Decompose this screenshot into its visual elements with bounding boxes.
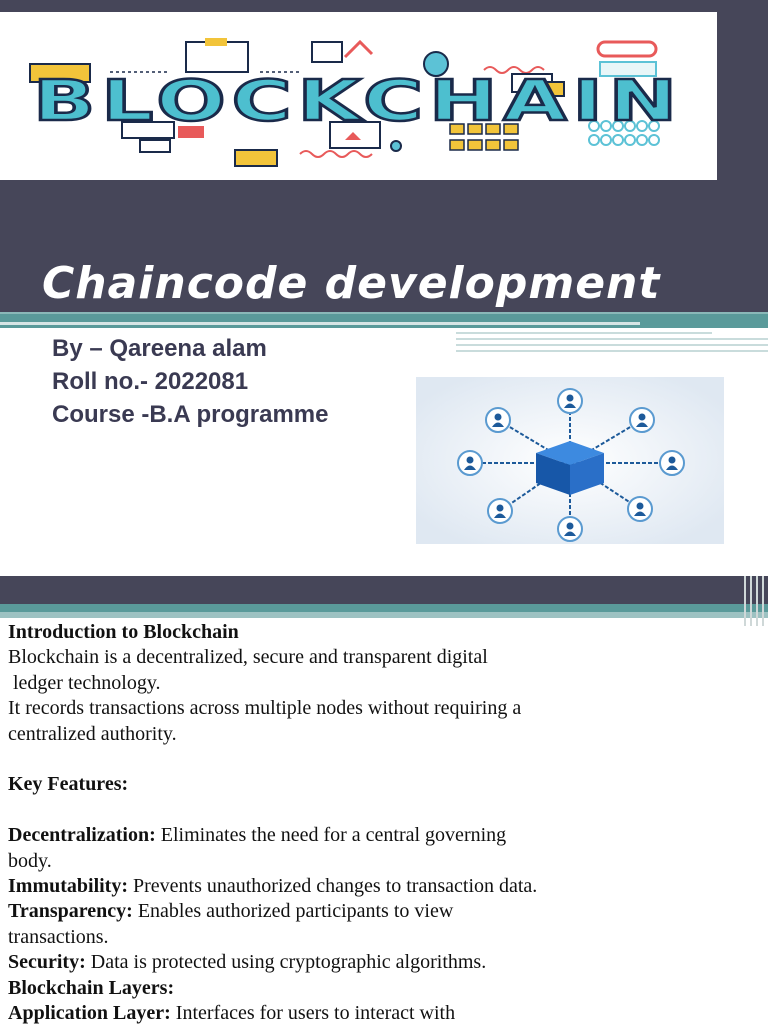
- roll-number-line: Roll no.- 2022081: [52, 368, 249, 395]
- layer-description: Interfaces for users to interact with: [170, 1002, 456, 1025]
- feature-item: [8, 899, 758, 924]
- section-heading: Introduction to Blockchain: [8, 621, 239, 643]
- author-line: By – Qareena alam: [52, 335, 267, 362]
- layer-term: Application Layer:: [8, 1002, 171, 1025]
- intro-text: centralized authority.: [8, 722, 177, 745]
- content-slide-header: [0, 576, 768, 604]
- feature-description: Data is protected using cryptographic algorithms.: [85, 951, 487, 974]
- slide-title: Chaincode development: [42, 258, 661, 309]
- feature-term: Immutability:: [8, 875, 128, 898]
- network-illustration: [416, 377, 724, 544]
- feature-item: [8, 874, 758, 899]
- feature-continuation: body.: [8, 849, 52, 872]
- layer-item: [8, 1001, 758, 1026]
- feature-description: Eliminates the need for a central governing: [155, 824, 507, 847]
- decor-line: [456, 338, 768, 340]
- decor-line: [456, 344, 768, 346]
- feature-item: [8, 823, 758, 848]
- intro-text: It records transactions across multiple nodes without requiring a: [8, 697, 522, 720]
- intro-text: Blockchain is a decentralized, secure and transparent digital: [8, 646, 488, 669]
- banner-blockchain-word: BLOCKCHAIN: [33, 69, 683, 134]
- feature-item: [8, 950, 758, 975]
- feature-term: Transparency:: [8, 900, 133, 923]
- feature-term: Security:: [8, 951, 86, 974]
- layers-heading: Blockchain Layers:: [8, 976, 175, 999]
- feature-description: Enables authorized participants to view: [132, 900, 454, 923]
- feature-continuation: transactions.: [8, 925, 109, 948]
- content-slide-band-light: [0, 612, 768, 618]
- feature-term: Decentralization:: [8, 824, 156, 847]
- course-line: Course -B.A programme: [52, 401, 329, 428]
- content-slide-band: [0, 604, 768, 612]
- blockchain-banner-image: [0, 12, 717, 180]
- blockchain-illustration: [0, 12, 717, 180]
- decor-stripes: [742, 576, 768, 626]
- author-details: [52, 332, 329, 431]
- decor-line: [456, 350, 768, 352]
- title-divider-band: [0, 312, 768, 328]
- feature-description: Prevents unauthorized changes to transaction data.: [128, 875, 538, 898]
- network-diagram: [416, 377, 724, 544]
- intro-text: ledger technology.: [8, 671, 161, 694]
- content-slide-body: [8, 620, 758, 1026]
- key-features-heading: Key Features:: [8, 773, 129, 796]
- decor-line: [456, 332, 712, 334]
